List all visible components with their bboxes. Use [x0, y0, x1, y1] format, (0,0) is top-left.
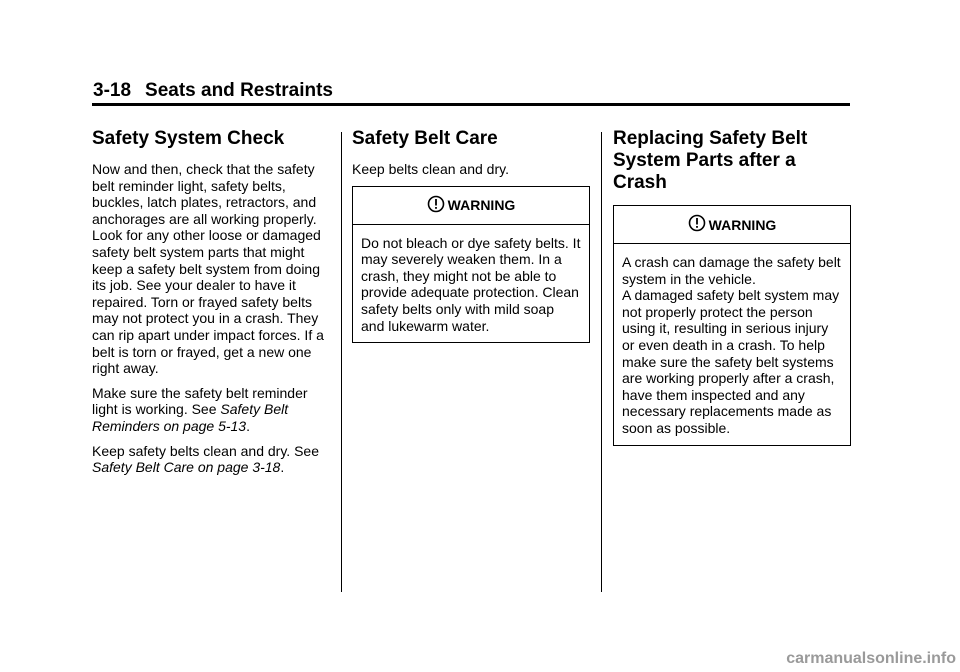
- heading-line: System Parts after a: [613, 150, 796, 171]
- header-rule: [92, 103, 850, 106]
- column-replacing-parts: [613, 128, 851, 446]
- cross-reference-link[interactable]: Safety Belt Care on page 3-18: [92, 459, 281, 476]
- paragraph: Keep belts clean and dry.: [352, 161, 509, 177]
- column-divider: [341, 132, 342, 592]
- section-heading: [613, 128, 851, 194]
- warning-paragraph: A damaged safety belt system may not properly protect the person using it, resulting in serious injury or even death in a crash. To help make sure the safety belt systems are working properly after a crash, have them inspected and any necessary replacements made as soon as possible.: [622, 287, 840, 436]
- watermark: carmanualsonline.info: [786, 650, 956, 667]
- paragraph-text: Keep safety belts clean and dry. See: [92, 442, 319, 459]
- paragraph-end: .: [246, 417, 250, 434]
- warning-icon: [688, 214, 706, 235]
- paragraph-end: .: [280, 459, 285, 476]
- warning-body: Do not bleach or dye safety belts. It may severely weaken them. In a crash, they might not be able to provide adequate protection. Clean safety belts only with mild soap and lukewarm water.: [361, 234, 581, 334]
- warning-box: [352, 186, 590, 344]
- section-heading: Safety System Check: [92, 128, 285, 149]
- column-divider: [601, 132, 602, 592]
- warning-body: [614, 244, 850, 445]
- warning-title: WARNING: [447, 197, 516, 214]
- cross-reference-link[interactable]: Safety Belt Reminders on page 5-13: [92, 401, 289, 434]
- section-heading: Safety Belt Care: [352, 128, 498, 149]
- heading-line: Crash: [613, 172, 667, 193]
- page-header: [93, 80, 333, 102]
- column-safety-belt-care: [352, 128, 590, 343]
- paragraph-text: Make sure the safety belt reminder light is working. See: [92, 384, 308, 418]
- warning-header: [614, 206, 850, 244]
- warning-title: WARNING: [708, 216, 777, 233]
- warning-header: [353, 187, 589, 225]
- warning-icon: [427, 195, 445, 216]
- page-number: 3-18: [93, 80, 132, 101]
- section-title: Seats and Restraints: [145, 80, 333, 101]
- heading-line: Replacing Safety Belt: [613, 128, 808, 149]
- column-safety-system-check: [92, 128, 330, 484]
- paragraph: [92, 443, 330, 476]
- warning-box: [613, 205, 851, 446]
- paragraph: Now and then, check that the safety belt reminder light, safety belts, buckles, latch plates, retractors, and anchorages are all working properly. Look for any other loose or damaged safety belt system parts that might keep a safety belt system from doing its job. See your dealer to have it repaired. Torn or frayed safety belts may not protect you in a crash. They can rip apart under impact forces. If a belt is torn or frayed, get a new one right away.: [92, 161, 324, 377]
- warning-paragraph: A crash can damage the safety belt system in the vehicle.: [622, 254, 841, 287]
- paragraph: [92, 385, 330, 435]
